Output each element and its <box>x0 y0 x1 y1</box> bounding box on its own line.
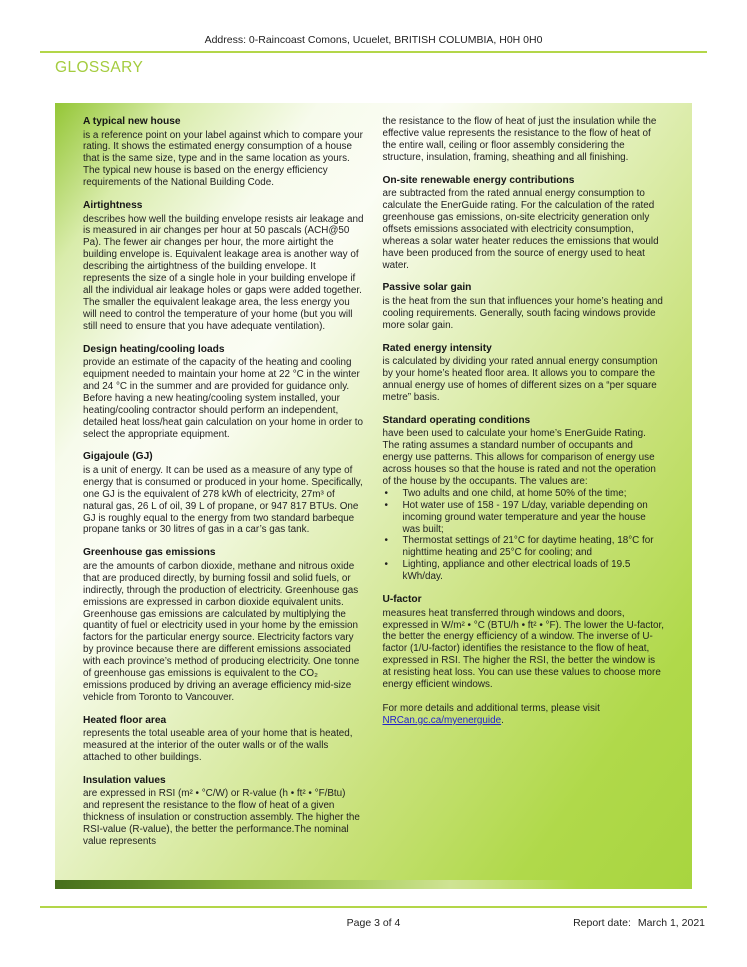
term-heading: Airtightness <box>83 200 143 212</box>
glossary-entry-gigajoule <box>83 451 365 536</box>
glossary-entry-ghg-emissions <box>83 547 365 703</box>
more-info-note <box>383 703 665 727</box>
term-definition: is a unit of energy. It can be used as a measure of any type of energy that is consumed or produced in your home. Specifically, one GJ is the equivalent of 278 kWh of electricity, 27m³ of natural gas, 26 L of oil, 39 L of propane, or 947 817 BTUs. One GJ is roughly equal to the energy from two standard barbeque propane tanks or 30 litres of gas in a car’s gas tank. <box>83 464 363 536</box>
glossary-entry-rated-energy-intensity <box>383 343 665 404</box>
condition-text: Two adults and one child, at home 50% of the time; <box>402 487 627 499</box>
glossary-entry-onsite-renewable <box>383 175 665 272</box>
bullet-icon: • <box>384 499 388 511</box>
panel-bottom-accent <box>55 880 692 889</box>
nrcan-link[interactable]: NRCan.gc.ca/myenerguide <box>382 714 502 726</box>
glossary-entry-heated-floor-area <box>83 715 365 764</box>
header-divider <box>40 51 707 53</box>
more-info-suffix: . <box>501 714 504 726</box>
condition-item <box>383 488 665 500</box>
term-definition: provide an estimate of the capacity of the heating and cooling equipment needed to maintain your home at 22 °C in the winter and 24 °C in the summer and are provided for guidance only. Before having a new heating/cooling system installed, your heating/cooling contractor should perform an independent, detailed heat loss/heat gain calculation on your home in order to select the appropriate equipment. <box>83 357 363 440</box>
term-definition: is the heat from the sun that influences your home’s heating and cooling requirements. Generally, south facing windows provide more solar gain. <box>382 295 663 331</box>
glossary-entry-airtightness <box>83 200 365 333</box>
report-date <box>573 917 705 929</box>
condition-item <box>383 535 665 559</box>
term-heading: Standard operating conditions <box>382 414 531 426</box>
term-heading: Design heating/cooling loads <box>83 343 225 355</box>
term-heading: Gigajoule (GJ) <box>83 451 153 463</box>
page-title: GLOSSARY <box>55 59 144 76</box>
footer-divider <box>40 906 707 908</box>
condition-item <box>383 500 665 536</box>
glossary-entry-passive-solar-gain <box>383 282 665 331</box>
term-heading: On-site renewable energy contributions <box>382 174 575 186</box>
glossary-entry-standard-operating-conditions <box>383 415 665 583</box>
term-heading: A typical new house <box>83 116 181 127</box>
insulation-values-continued <box>383 116 665 164</box>
condition-item <box>383 559 665 583</box>
term-heading: Passive solar gain <box>382 282 472 294</box>
bullet-icon: • <box>384 535 388 547</box>
bullet-icon: • <box>384 487 388 499</box>
glossary-entry-typical-new-house <box>83 116 365 189</box>
bullet-icon: • <box>384 559 388 571</box>
term-definition: describes how well the building envelope resists air leakage and is measured in air changes per hour at 50 pascals (ACH@50 Pa). The fewer air changes per hour, the more airtight the building envelope is. Equivalent leakage area is another way of describing the airtightness of the building envelope. It represents the size of a single hole in your building envelope if all the individual air leakage holes or gaps were added together. The smaller the equivalent leakage area, the less energy you will need to control the temperature of your home (but you will still need to ensure that you have adequate ventilation). <box>83 213 364 332</box>
report-date-label: Report date: <box>573 917 631 929</box>
term-heading: Rated energy intensity <box>382 342 492 354</box>
term-definition: are expressed in RSI (m² • °C/W) or R-value (h • ft² • °F/Btu) and represent the resistance to the flow of heat of a given thickness of insulation or construction assembly. The higher the RSI-value (R-value), the better the performance.The nominal value represents <box>83 788 360 848</box>
condition-text: Lighting, appliance and other electrical loads of 19.5 kWh/day. <box>402 559 631 583</box>
term-definition: are the amounts of carbon dioxide, methane and nitrous oxide that are produced directly, by burning fossil and solid fuels, or indirectly, through the production of electricity. Greenhouse gas emissions are expressed in carbon dioxide equivalent units. Greenhouse gas emissions are calculated by multiplying the quantity of fuel or electricity used in your home by the emission factors for the particular energy source. Electricity factors vary by province because there are different emissions associated with each province’s method of producing electricity. One tonne of greenhouse gas emissions is equivalent to the CO₂ emissions produced by driving an average efficiency mid-size vehicle from Toronto to Vancouver. <box>83 560 360 703</box>
term-definition: are subtracted from the rated annual energy consumption to calculate the EnerGuide rating. For the calculation of the rated greenhouse gas emissions, on-site electricity generation only offsets emissions associated with electricity consumption, whereas a solar water heater reduces the emissions that would have been produced from the source of energy used to heat water. <box>382 188 659 271</box>
glossary-entry-design-loads <box>83 344 365 441</box>
page-number: Page 3 of 4 <box>346 917 401 929</box>
right-column <box>383 116 665 859</box>
term-heading: Heated floor area <box>83 714 167 726</box>
conditions-list <box>383 488 665 583</box>
term-definition: the resistance to the flow of heat of just the insulation while the effective value represents the resistance to the flow of heat of the entire wall, ceiling or floor assembly considering the structure, insulation, framing, sheathing and all finishing. <box>382 116 657 163</box>
glossary-columns <box>55 103 692 859</box>
term-definition: measures heat transferred through windows and doors, expressed in W/m² • °C (BTU/h • ft² • °F). The lower the U-factor, the better the energy efficiency of a window. The inverse of U-factor (1/U-factor) identifies the resistance to the flow of heat, expressed in RSI. The higher the RSI, the better the window is at resisting heat loss. You can use these values to choose more energy efficient windows. <box>382 607 664 691</box>
term-definition: is a reference point on your label against which to compare your rating. It shows the estimated energy consumption of a house that is the same size, type and in the same location as yours. The typical new house is based on the energy efficiency requirements of the National Building Code. <box>83 129 363 189</box>
glossary-entry-insulation-values <box>83 775 365 848</box>
term-definition: have been used to calculate your home’s EnerGuide Rating. The rating assumes a standard number of occupants and energy use patterns. This allows for comparison of energy use across houses so that the house is rated and not the operation of the house by the occupants. The values are: <box>382 428 656 487</box>
glossary-panel <box>55 103 692 889</box>
term-definition: is calculated by dividing your rated annual energy consumption by your home’s heated floor area. It allows you to compare the annual energy use of homes of different sizes on a “per square metre” basis. <box>382 356 658 403</box>
term-heading: U-factor <box>382 594 422 606</box>
address-line: Address: 0-Raincoast Comons, Ucuelet, BRITISH COLUMBIA, H0H 0H0 <box>204 34 543 46</box>
condition-text: Hot water use of 158 - 197 L/day, variable depending on incoming ground water temperature and year the house was built; <box>402 499 648 535</box>
term-heading: Insulation values <box>83 774 166 786</box>
glossary-entry-u-factor <box>383 594 665 691</box>
left-column <box>83 116 365 859</box>
condition-text: Thermostat settings of 21°C for daytime heating, 18°C for nighttime heating and 25°C for cooling; and <box>402 535 654 559</box>
term-definition: represents the total useable area of your home that is heated, measured at the interior of the outer walls or of the walls attached to other buildings. <box>83 728 353 764</box>
report-date-value: March 1, 2021 <box>637 917 705 929</box>
term-heading: Greenhouse gas emissions <box>83 547 216 559</box>
more-info-text: For more details and additional terms, please visit <box>382 702 600 714</box>
